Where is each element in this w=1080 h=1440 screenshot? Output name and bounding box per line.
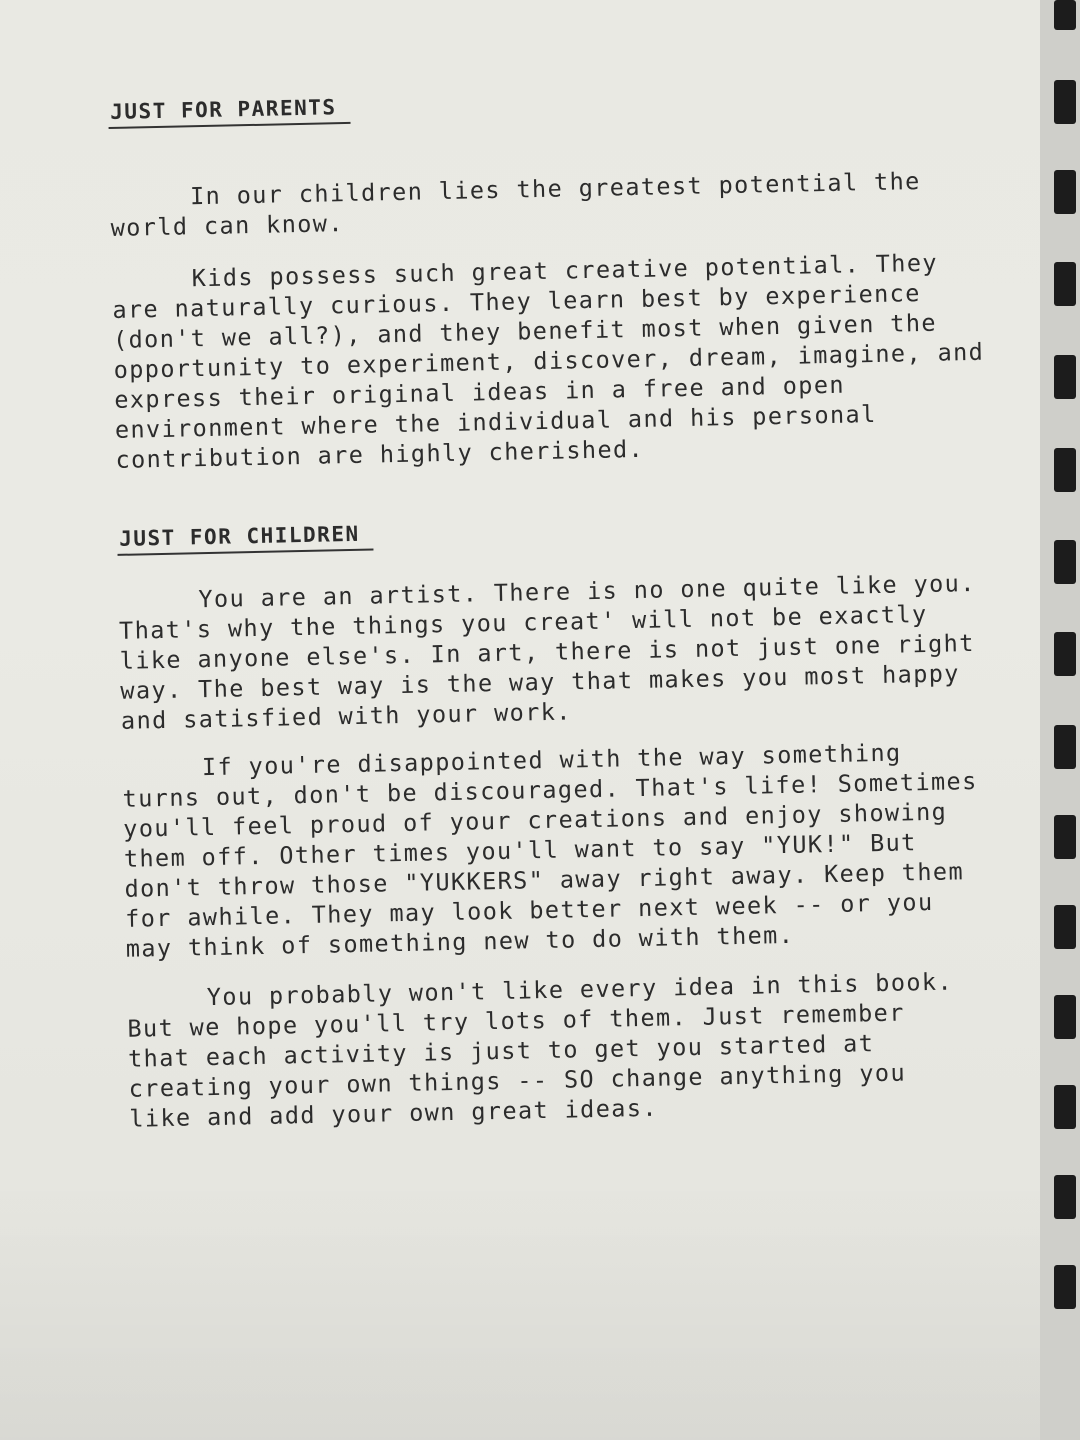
binding-ring bbox=[1054, 1175, 1076, 1219]
children-paragraph-3: You probably won't like every idea in this book. But we hope you'll try lots of them. Just remember that each activity is just to get you started at creating your own things -- SO change anything you like and add your own great ideas. bbox=[127, 967, 954, 1133]
children-paragraph-2: If you're disappointed with the way something turns out, don't be discouraged. That's life! Sometimes you'll feel proud of your creations and enjoy showing them off. Other times you'll want to say "YUK!" But don't throw those "YUKKERS" away right away. Keep them for awhile. They may look better next week -- or you may think of something new to do with them. bbox=[122, 738, 978, 963]
binding-ring bbox=[1054, 448, 1076, 492]
parents-paragraph-1: In our children lies the greatest potential the world can know. bbox=[110, 167, 921, 242]
binding-ring bbox=[1054, 170, 1076, 214]
binding-ring bbox=[1054, 632, 1076, 676]
heading-just-for-children: JUST FOR CHILDREN bbox=[117, 522, 374, 556]
binding-ring bbox=[1054, 262, 1076, 306]
binding-ring bbox=[1054, 0, 1076, 30]
binding-ring bbox=[1054, 1085, 1076, 1129]
parents-paragraph-2: Kids possess such great creative potential. They are naturally curious. They learn best by experience (don't we all?), and they benefit most when given the opportunity to experiment, discover, dream, imagine, and express their original ideas in a free and open environment where the individual and his personal contribution are highly cherished. bbox=[112, 248, 985, 474]
binding-ring bbox=[1054, 905, 1076, 949]
binding-ring bbox=[1054, 355, 1076, 399]
typed-text-block bbox=[108, 81, 1029, 1134]
binding-ring bbox=[1054, 1265, 1076, 1309]
binding-ring bbox=[1054, 995, 1076, 1039]
binding-ring bbox=[1054, 80, 1076, 124]
binding-ring bbox=[1054, 815, 1076, 859]
children-paragraph-1: You are an artist. There is no one quite like you. That's why the things you creat' will not be exactly like anyone else's. In art, there is not just one right way. The best way is the way that makes you most happy and satisfied with your work. bbox=[118, 568, 977, 735]
page-shadow bbox=[0, 1180, 1040, 1440]
spiral-binding bbox=[1040, 0, 1080, 1440]
binding-ring bbox=[1054, 725, 1076, 769]
binding-ring bbox=[1054, 540, 1076, 584]
heading-just-for-parents: JUST FOR PARENTS bbox=[108, 95, 351, 129]
